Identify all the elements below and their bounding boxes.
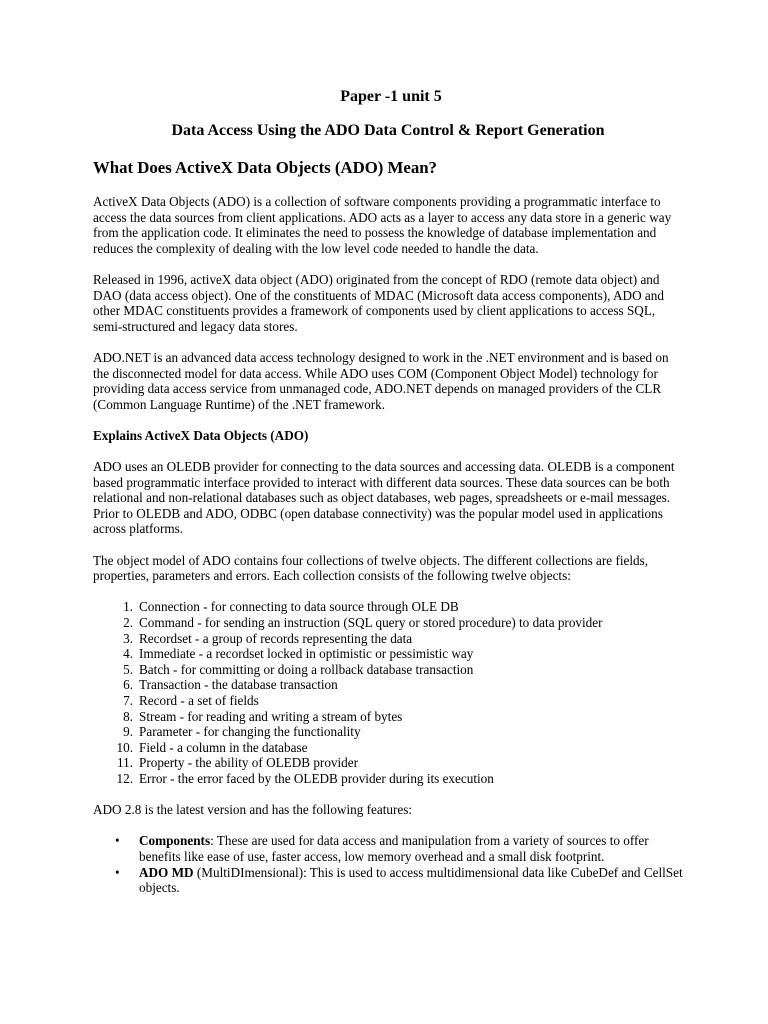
list-item bbox=[93, 833, 683, 864]
document-subtitle: Data Access Using the ADO Data Control & Report Generation bbox=[171, 122, 605, 139]
list-item-text: Command - for sending an instruction (SQL query or stored procedure) to data provider bbox=[139, 615, 603, 631]
list-item-text: Parameter - for changing the functionality bbox=[139, 724, 361, 740]
list-item bbox=[93, 631, 683, 647]
list-item bbox=[93, 740, 683, 756]
feature-term: Components bbox=[139, 833, 211, 849]
list-item-number: 10. bbox=[116, 739, 133, 755]
feature-text: : These are used for data access and manipulation from a variety of sources to offer benefits like ease of use, faster access, low memory overhead and a small disk footprint. bbox=[139, 833, 649, 864]
bullet-icon: • bbox=[115, 864, 120, 880]
list-item-text: Stream - for reading and writing a stream of bytes bbox=[139, 708, 403, 724]
sub-heading-explains: Explains ActiveX Data Objects (ADO) bbox=[93, 427, 309, 443]
objects-list bbox=[93, 599, 683, 786]
list-item bbox=[93, 709, 683, 725]
list-item-number: 4. bbox=[123, 646, 133, 662]
list-item-number: 3. bbox=[123, 630, 133, 646]
paragraph-object-model: The object model of ADO contains four collections of twelve objects. The different collections are fields, properties, parameters and errors. Each collection consists of the following twelve objects: bbox=[93, 552, 649, 584]
paragraph-oledb: ADO uses an OLEDB provider for connecting to the data sources and accessing data. OLEDB is a component based programmatic interface provided to interact with different data sources. These data sources can be both relational and non-relational databases such as object databases, web pages, spreadsheets or e-mail messages. Prior to OLEDB and ADO, ODBC (open database connectivity) was the popular model used in applications across platforms. bbox=[93, 459, 675, 537]
feature-text: (MultiDImensional): This is used to access multidimensional data like CubeDef and CellSet objects. bbox=[139, 864, 683, 896]
list-item-text: Immediate - a recordset locked in optimistic or pessimistic way bbox=[139, 646, 474, 662]
list-item-number: 6. bbox=[123, 677, 133, 693]
list-item-number: 8. bbox=[123, 708, 133, 724]
paragraph-version: ADO 2.8 is the latest version and has the following features: bbox=[93, 802, 412, 818]
document-page bbox=[93, 86, 683, 896]
list-item-text: Batch - for committing or doing a rollback database transaction bbox=[139, 661, 474, 677]
list-item-text: Field - a column in the database bbox=[139, 739, 308, 755]
list-item-number: 11. bbox=[117, 755, 133, 771]
list-item bbox=[93, 771, 683, 787]
list-item-text: Error - the error faced by the OLEDB provider during its execution bbox=[139, 770, 494, 786]
document-title: Paper -1 unit 5 bbox=[340, 88, 442, 105]
list-item bbox=[93, 646, 683, 662]
list-item bbox=[93, 615, 683, 631]
feature-term: ADO MD bbox=[139, 864, 194, 880]
list-item-text: Record - a set of fields bbox=[139, 693, 259, 708]
list-item bbox=[93, 662, 683, 678]
list-item-text: Recordset - a group of records representing the data bbox=[139, 630, 413, 646]
list-item-text: Transaction - the database transaction bbox=[139, 677, 338, 693]
paragraph-ado-definition: ActiveX Data Objects (ADO) is a collection of software components providing a programmatic interface to access the data sources from client applications. ADO acts as a layer to access any data store in a generic way from the application code. It eliminates the need to possess the knowledge of database implementation and reduces the complexity of dealing with the low level code needed to handle the data. bbox=[93, 194, 672, 256]
list-item-number: 1. bbox=[123, 599, 133, 615]
list-item-number: 5. bbox=[123, 661, 133, 677]
bullet-icon: • bbox=[115, 833, 120, 849]
list-item-number: 9. bbox=[123, 724, 133, 740]
list-item-text: Connection - for connecting to data source through OLE DB bbox=[139, 599, 459, 615]
list-item-text: Property - the ability of OLEDB provider bbox=[139, 755, 359, 771]
list-item-number: 2. bbox=[123, 615, 133, 631]
list-item bbox=[93, 724, 683, 740]
paragraph-ado-net: ADO.NET is an advanced data access technology designed to work in the .NET environment and is based on the disconnected model for data access. While ADO uses COM (Component Object Model) technology for providing data access service from unmanaged code, ADO.NET depends on managed providers of the CLR (Common Language Runtime) of the .NET framework. bbox=[93, 349, 669, 412]
section-heading: What Does ActiveX Data Objects (ADO) Mean? bbox=[93, 158, 437, 177]
list-item bbox=[93, 677, 683, 693]
paragraph-ado-history: Released in 1996, activeX data object (ADO) originated from the concept of RDO (remote data object) and DAO (data access object). One of the constituents of MDAC (Microsoft data access components), ADO and other MDAC constituents provides a framework of components used by client applications to access SQL, semi-structured and legacy data stores. bbox=[93, 271, 664, 334]
list-item bbox=[93, 865, 683, 896]
list-item bbox=[93, 599, 683, 615]
features-list bbox=[93, 833, 683, 895]
list-item bbox=[93, 755, 683, 771]
list-item bbox=[93, 693, 683, 709]
list-item-number: 7. bbox=[123, 693, 133, 708]
list-item-number: 12. bbox=[116, 770, 133, 786]
